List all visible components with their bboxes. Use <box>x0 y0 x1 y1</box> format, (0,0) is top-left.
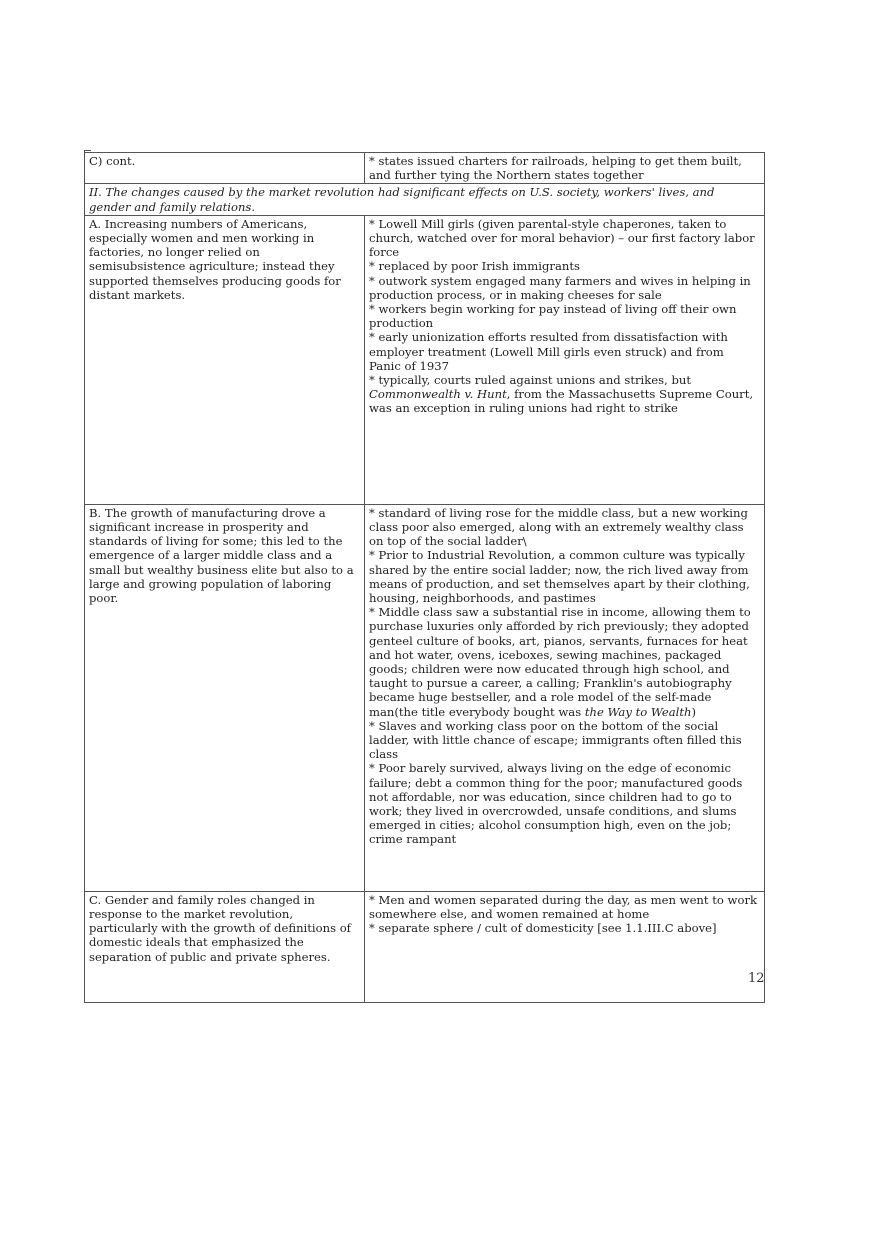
row-b-bullet: * standard of living rose for the middle class, but a new working class poor also emerged, along with an extremely wealthy class on top of the social ladder\ <box>369 505 748 549</box>
row-a-bullet: * replaced by poor Irish immigrants <box>369 259 580 274</box>
row-b-bullet: * Slaves and working class poor on the bottom of the social ladder, with little chance of escape; immigrants often filled this class <box>369 718 742 762</box>
row-b-bullet: * Poor barely survived, always living on the edge of economic failure; debt a common thing for the poor; manufactured goods not affordable, nor was education, since children had to go to work; they lived in overcrowded, unsafe conditions, and slums emerged in cities; alcohol consumption high, even on the job; crime rampant <box>369 761 743 847</box>
row-a-bullet: * workers begin working for pay instead of living off their own production <box>369 302 737 331</box>
row-cont-right: * states issued charters for railroads, helping to get them built, and further tying the Northern states together <box>365 153 765 184</box>
court-text-pre: * typically, courts ruled against unions and strikes, but <box>369 373 692 388</box>
row-a-bullet: * outwork system engaged many farmers and wives in helping in production process, or in making cheeses for sale <box>369 273 751 302</box>
court-text-post: , from the Massachusetts Supreme Court, was an exception in ruling unions had right to strike <box>369 387 754 416</box>
outline-table <box>84 152 765 1003</box>
row-b-bullet: * Prior to Industrial Revolution, a common culture was typically shared by the entire social ladder; now, the rich lived away from means of production, and set themselves apart by their clothing, housing, neighborhoods, and pastimes <box>369 548 750 606</box>
row-a-bullet: * Lowell Mill girls (given parental-style chaperones, taken to church, watched over for moral behavior) – our first factory labor force <box>369 216 755 260</box>
book-title: the Way to Wealth <box>584 704 692 719</box>
row-a-right <box>365 215 765 504</box>
middle-class-text: * Middle class saw a substantial rise in income, allowing them to purchase luxuries only afforded by rich previously; they adopted genteel culture of books, art, pianos, servants, furnaces for heat and hot water, ovens, iceboxes, sewing machines, packaged goods; children were now educated through high school, and taught to pursue a career, a calling; Franklin's autobiography became huge bestseller, and a role model of the self-made man(the title everybody bought was <box>369 605 751 719</box>
middle-class-close: ) <box>691 704 697 719</box>
row-c-right <box>365 891 765 1002</box>
case-name: Commonwealth v. Hunt <box>369 387 507 402</box>
page-number: 12 <box>748 971 765 986</box>
table-row-b <box>85 504 765 891</box>
row-c-left: C. Gender and family roles changed in response to the market revolution, particularly with the growth of definitions of domestic ideals that emphasized the separation of public and private spheres. <box>85 891 365 1002</box>
row-cont-left: C) cont. <box>85 153 365 184</box>
table-row-cont <box>85 153 765 184</box>
row-c-bullet: * Men and women separated during the day, as men went to work somewhere else, and women remained at home <box>369 892 758 922</box>
table-row-heading <box>85 184 765 215</box>
row-b-right <box>365 504 765 891</box>
section-heading: II. The changes caused by the market revolution had significant effects on U.S. society, workers' lives, and gender and family relations. <box>85 184 765 215</box>
row-b-bullet-middle-class <box>369 605 759 719</box>
table-row-c <box>85 891 765 1002</box>
row-a-bullet-court <box>369 373 759 416</box>
row-b-left: B. The growth of manufacturing drove a significant increase in prosperity and standards of living for some; this led to the emergence of a larger middle class and a small but wealthy business elite but also to a large and growing population of laboring poor. <box>85 504 365 891</box>
row-a-bullet: * early unionization efforts resulted from dissatisfaction with employer treatment (Lowell Mill girls even struck) and from Panic of 1937 <box>369 330 728 373</box>
row-a-left: A. Increasing numbers of Americans, especially women and men working in factories, no longer relied on semisubsistence agriculture; instead they supported themselves producing goods for distant markets. <box>85 215 365 504</box>
row-c-bullet: * separate sphere / cult of domesticity [see 1.1.III.C above] <box>369 921 717 936</box>
table-row-a <box>85 215 765 504</box>
